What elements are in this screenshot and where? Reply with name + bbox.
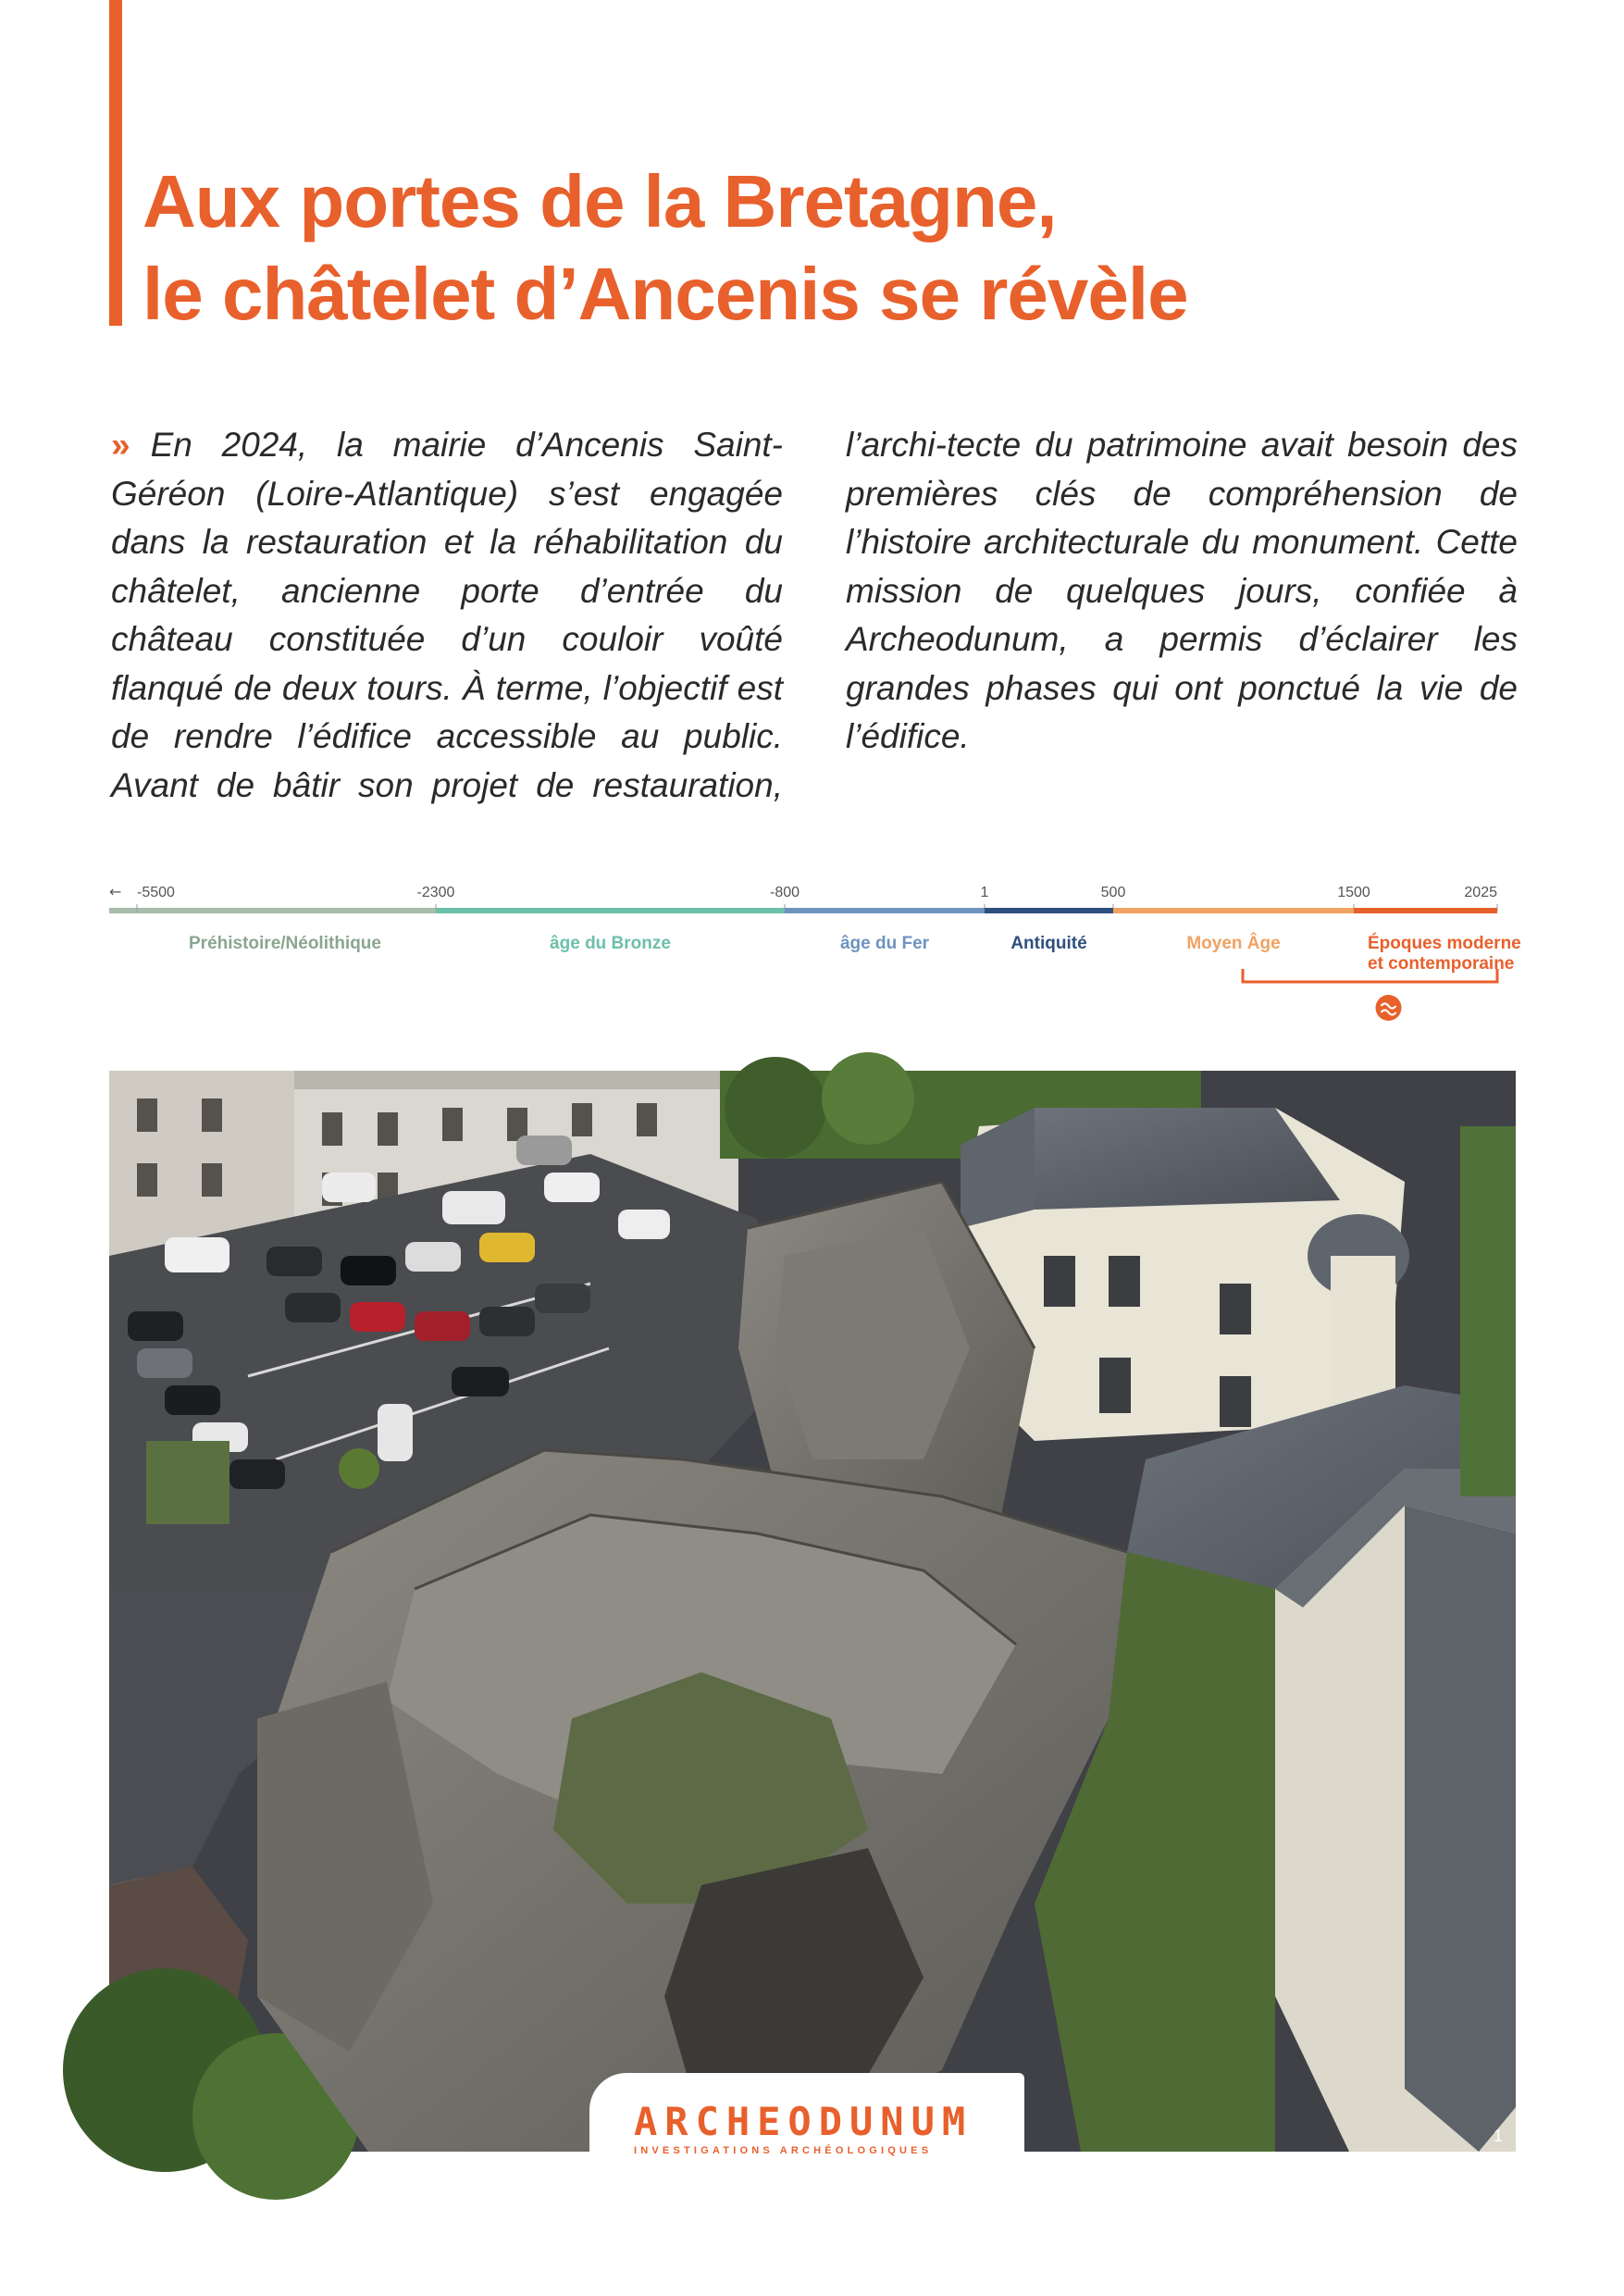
intro-text-block — [111, 421, 1518, 810]
timeline-tick-label: -800 — [769, 885, 800, 900]
timeline-tick-label: 1500 — [1337, 885, 1370, 900]
logo-subtitle: INVESTIGATIONS ARCHÉOLOGIQUES — [634, 2145, 933, 2156]
timeline-period-bar — [109, 908, 436, 913]
intro-paragraph: En 2024, la mairie d’Ancenis Saint-Géréon (Loire-Atlantique) s’est engagée dans la restauration et la réhabilitation du châtelet, ancienne porte d’entrée du château constituée d’un couloir voûté flanqué de deux tours. À terme, l’objectif est de rendre l’édifice accessible au public. Avant de bâtir son projet de restauration, l’archi-tecte du patrimoine avait besoin des premières clés de compréhension de l’histoire architecturale du monument. Cette mission de quelques jours, confiée à Archeodunum, a permis d’éclairer les grandes phases qui ont ponctué la vie de l’édifice. — [111, 426, 1518, 804]
timeline-period-bar — [436, 908, 785, 913]
timeline-period-label: âge du Fer — [839, 934, 930, 953]
timeline-tick-label: -2300 — [416, 885, 455, 900]
timeline-period-bar — [785, 908, 985, 913]
page-title — [143, 155, 1531, 341]
timeline-tick-label: 2025 — [1464, 885, 1497, 900]
title-line-2: le châtelet d’Ancenis se révèle — [143, 253, 1188, 335]
timeline-period-bar — [985, 908, 1113, 913]
timeline-period-label: âge du Bronze — [550, 934, 671, 953]
timeline-period-label: Antiquité — [1010, 934, 1087, 953]
quote-marker: » — [111, 426, 130, 464]
title-line-1: Aux portes de la Bretagne, — [143, 160, 1057, 242]
timeline-period-bar — [1354, 908, 1497, 913]
page-number: 1 — [1494, 2127, 1504, 2145]
timeline-period-label: Moyen Âge — [1186, 934, 1281, 953]
timeline-tick-label: -5500 — [137, 885, 175, 900]
timeline-period-label-line2: et contemporaine — [1368, 954, 1515, 974]
timeline-tick-label: 500 — [1100, 885, 1126, 900]
timeline-tick-label: 1 — [980, 885, 989, 900]
wave-icon — [1376, 995, 1402, 1021]
timeline-arrow-icon: ← — [109, 883, 122, 900]
timeline-period-label: Préhistoire/Néolithique — [189, 934, 381, 953]
accent-bar — [109, 0, 122, 326]
archeodunum-logo: ARCHEODUNUM — [634, 2099, 973, 2144]
timeline-period-bar — [1113, 908, 1354, 913]
aerial-photo-illustration — [109, 1071, 1516, 2152]
timeline-period-label: Époques moderne — [1368, 934, 1521, 953]
chronology-timeline — [109, 875, 1521, 1023]
aerial-photo — [109, 1071, 1516, 2152]
